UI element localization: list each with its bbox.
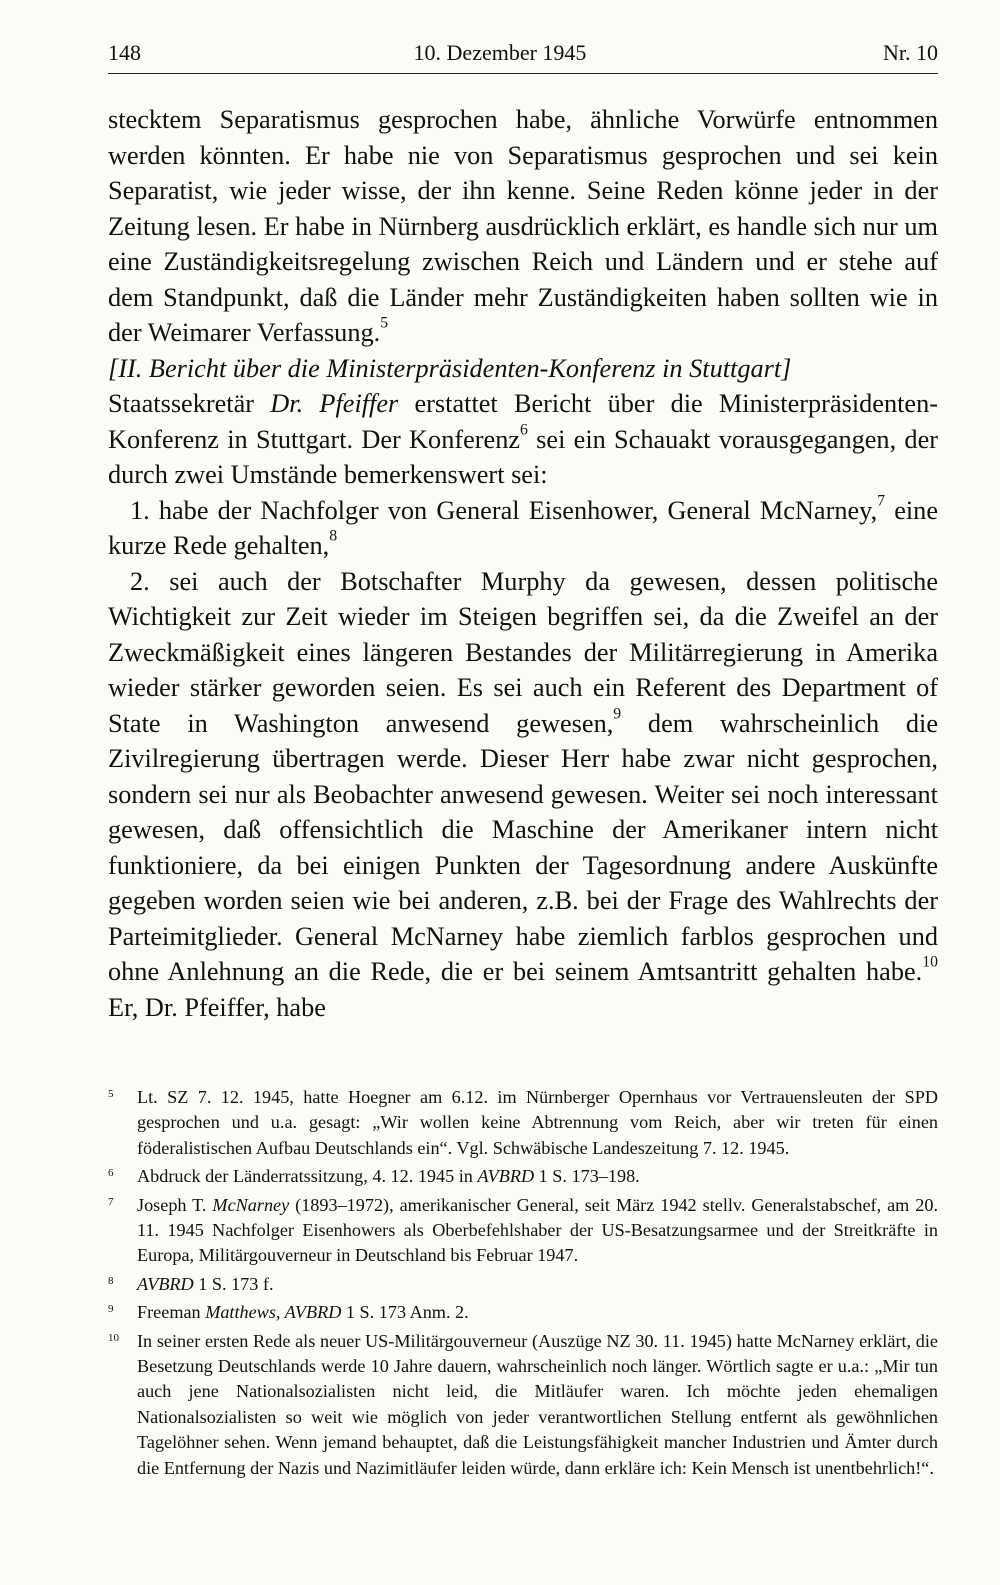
paragraph [108, 493, 938, 564]
source-abbreviation: AVBRD [137, 1273, 194, 1294]
footnote [108, 1193, 938, 1269]
person-name: Dr. Pfeiffer [270, 389, 399, 418]
person-name: McNarney [212, 1194, 290, 1215]
footnotes [108, 1085, 938, 1481]
paragraph-text: eine kurze Rede gehalten, [108, 495, 938, 560]
footnote-ref[interactable]: 5 [380, 314, 389, 332]
footnote-text: Freeman [137, 1302, 206, 1323]
footnote-number: 10 [108, 1331, 119, 1344]
footnote-ref[interactable]: 9 [613, 705, 622, 723]
footnote-text: 1 S. 173 Anm. 2. [341, 1302, 469, 1323]
section-heading: [II. Bericht über die Ministerpräsidenten-Konferenz in Stuttgart] [108, 353, 792, 383]
footnote-text: 1 S. 173 f. [193, 1273, 274, 1294]
footnote-number: 7 [108, 1195, 114, 1208]
footnote-text: In seiner ersten Rede als neuer US-Militärgouverneur (Auszüge NZ 30. 11. 1945) hatte McNarney erklärt, die Besetzung Deutschlands werde 10 Jahre dauern, wahrscheinlich noch länger. Wörtlich sagte er u.a.: „Mir tun auch jene Nationalsozialisten nicht leid, die Mitläufer waren. Ich möchte jeden ehemaligen Nationalsozialisten so weit wie möglich von jeder verantwortlichen Stellung entfernt als gewöhnlichen Tagelöhner sehen. Wenn jemand behauptet, daß die Leistungsfähigkeit mancher Industrien und Ämter durch die Entfernung der Nazis und Nazimitläufer leiden würde, dann erkläre ich: Kein Mensch ist unentbehrlich!“. [137, 1330, 938, 1478]
footnote-ref[interactable]: 6 [520, 421, 528, 439]
footnote-ref[interactable]: 10 [922, 953, 938, 971]
footnote [108, 1272, 938, 1297]
document-number: Nr. 10 [883, 40, 938, 65]
footnote-text: 1 S. 173–198. [534, 1166, 640, 1187]
paragraph [108, 386, 938, 493]
paragraph-text: 1. habe der Nachfolger von General Eisenhower, General McNarney, [130, 495, 878, 525]
footnote [108, 1329, 938, 1481]
footnote-text: Lt. SZ 7. 12. 1945, hatte Hoegner am 6.12. im Nürnberger Opernhaus vor Vertrauensleuten der SPD gesprochen und u.a. gesagt: „Wir wollen keine Abtrennung vom Reich, aber wir treten für einen föderalistischen Aufbau Deutschlands ein“. Vgl. Schwäbische Landeszeitung 7. 12. 1945. [137, 1087, 938, 1158]
paragraph [108, 102, 938, 351]
paragraph-text: dem wahrscheinlich die Zivilregierung übertragen werde. Dieser Herr habe zwar nicht gesprochen, sondern sei nur als Beobachter anwesend gewesen. Weiter sei noch interessant gewesen, daß offensichtlich die Maschine der Amerikaner intern nicht funktioniere, da bei einigen Punkten der Tagesordnung andere Auskünfte gegeben worden seien wie bei anderen, z.B. bei der Frage des Wahlrechts der Parteimitglieder. General McNarney habe ziemlich farblos gesprochen und ohne Anlehnung an die Rede, die er bei seinem Amtsantritt gehalten habe. [108, 708, 938, 986]
footnote [108, 1085, 938, 1161]
footnote-number: 5 [108, 1088, 114, 1100]
running-header [108, 40, 938, 74]
source-abbreviation: Matthews, AVBRD [205, 1302, 342, 1323]
page-number: 148 [108, 40, 141, 65]
paragraph-text: Er, Dr. Pfeiffer, habe [108, 992, 326, 1022]
paragraph-text: stecktem Separatismus gesprochen habe, ähnliche Vorwürfe entnommen werden könnten. Er habe nie von Separatismus gesprochen und sei kein Separatist, wie jeder wisse, der ihn kenne. Seine Reden könne jeder in der Zeitung lesen. Er habe in Nürnberg ausdrücklich erklärt, es handle sich nur um eine Zuständigkeitsregelung zwischen Reich und Ländern und er stehe auf dem Standpunkt, daß die Länder mehr Zuständigkeiten haben sollten wie in der Weimarer Verfassung. [108, 105, 938, 347]
footnote-number: 9 [108, 1303, 114, 1316]
paragraph-text: erstattet Bericht über die Ministerpräsidenten-Konferenz in Stuttgart. Der Konferenz [108, 389, 939, 454]
footnote-ref[interactable]: 7 [877, 492, 886, 510]
footnote-ref[interactable]: 8 [329, 527, 338, 545]
paragraph-text: sei ein Schauakt vorausgegangen, der durch zwei Umstände bemerkenswert sei: [108, 424, 938, 489]
footnote-text: Abdruck der Länderratssitzung, 4. 12. 1945 in [137, 1166, 478, 1187]
main-text [108, 102, 938, 1025]
footnote-text: Joseph T. [137, 1194, 213, 1215]
footnote-number: 6 [108, 1167, 114, 1180]
source-abbreviation: AVBRD [477, 1166, 535, 1187]
header-date: 10. Dezember 1945 [413, 40, 587, 65]
footnote [108, 1300, 938, 1325]
paragraph-text: 2. sei auch der Botschafter Murphy da gewesen, dessen politische Wichtigkeit zur Zeit wieder im Steigen begriffen sei, da die Zweifel an der Zweckmäßigkeit eines längeren Bestandes der Militärregierung in Amerika wieder stärker geworden seien. Es sei auch ein Referent des Department of State in Washington anwesend gewesen, [108, 566, 938, 738]
paragraph-text: Staatssekretär [108, 389, 271, 418]
footnote [108, 1164, 938, 1189]
footnote-number: 8 [108, 1274, 114, 1287]
paragraph [108, 564, 938, 1026]
footnote-text: (1893–1972), amerikanischer General, seit März 1942 stellv. Generalstabschef, am 20. 11. 1945 Nachfolger Eisenhowers als Oberbefehlshaber der US-Besatzungsarmee und der Streitkräfte in Europa, Militärgouverneur in Deutschland bis Februar 1947. [137, 1194, 938, 1266]
